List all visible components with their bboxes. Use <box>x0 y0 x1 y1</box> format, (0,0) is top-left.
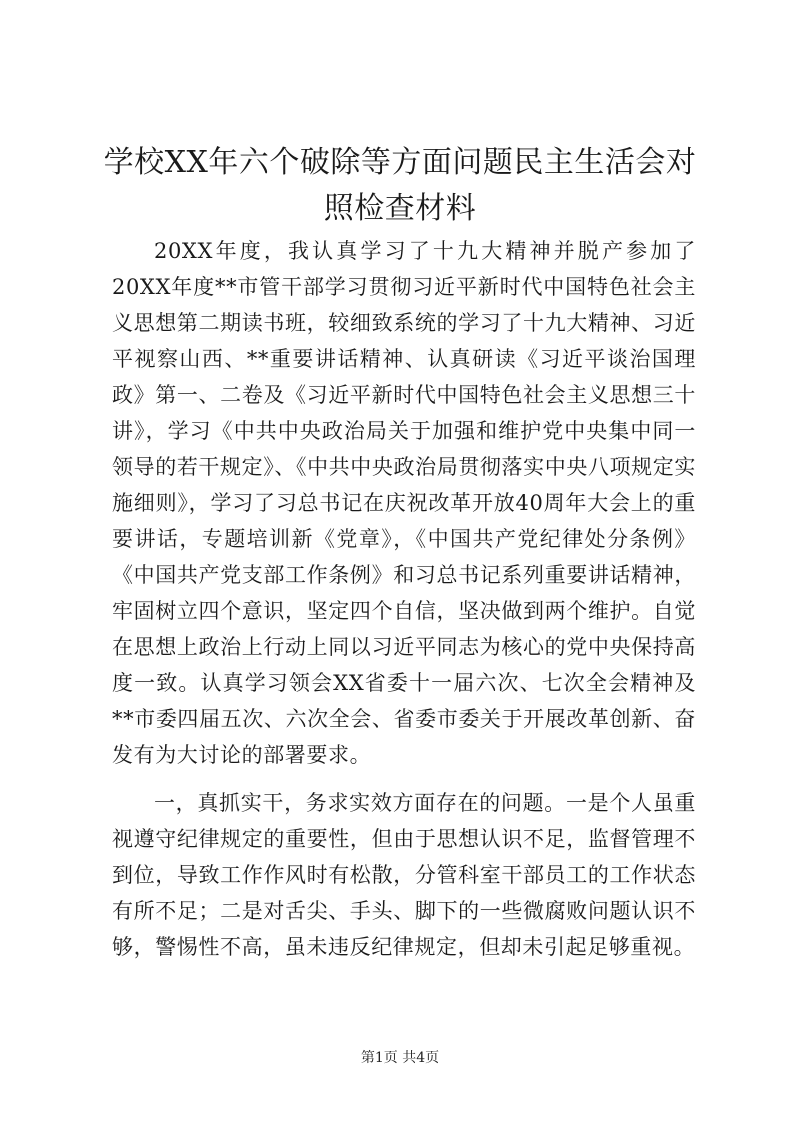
title-line-1: 学校XX年六个破除等方面问题民主生活会对 <box>103 145 697 180</box>
document-title <box>100 140 700 232</box>
page-number-footer: 第1页 共4页 <box>360 1050 440 1066</box>
title-line-2: 照检查材料 <box>323 191 477 226</box>
paragraph-study: 20XX年度，我认真学习了十九大精神并脱产参加了20XX年度**市管干部学习贯彻习近平新时代中国特色社会主义思想第二期读书班，较细致系统的学习了十九大精神、习近平视察山西、**重要讲话精神、认真研读《习近平谈治国理政》第一、二卷及《习近平新时代中国特色社会主义思想三十讲》，学习《中共中央政治局关于加强和维护党中央集中同一领导的若干规定》、《中共中央政治局贯彻落实中央八项规定实施细则》，学习了习总书记在庆祝改革开放40周年大会上的重要讲话，专题培训新《党章》，《中国共产党纪律处分条例》《中国共产党支部工作条例》和习总书记系列重要讲话精神，牢固树立四个意识，坚定四个自信，坚决做到两个维护。自觉在思想上政治上行动上同以习近平同志为核心的党中央保持高度一致。认真学习领会XX省委十一届六次、七次全会精神及**市委四届五次、六次全会、省委市委关于开展改革创新、奋发有为大讨论的部署要求。 <box>112 239 696 767</box>
document-body <box>112 233 696 977</box>
paragraph-problems: 一，真抓实干，务求实效方面存在的问题。一是个人虽重视遵守纪律规定的重要性，但由于思想认识不足，监督管理不到位，导致工作作风时有松散，分管科室干部员工的工作状态有所不足；二是对舌尖、手头、脚下的一些微腐败问题认识不够，警惕性不高，虽未违反纪律规定，但却未引起足够重视。 <box>112 791 696 959</box>
